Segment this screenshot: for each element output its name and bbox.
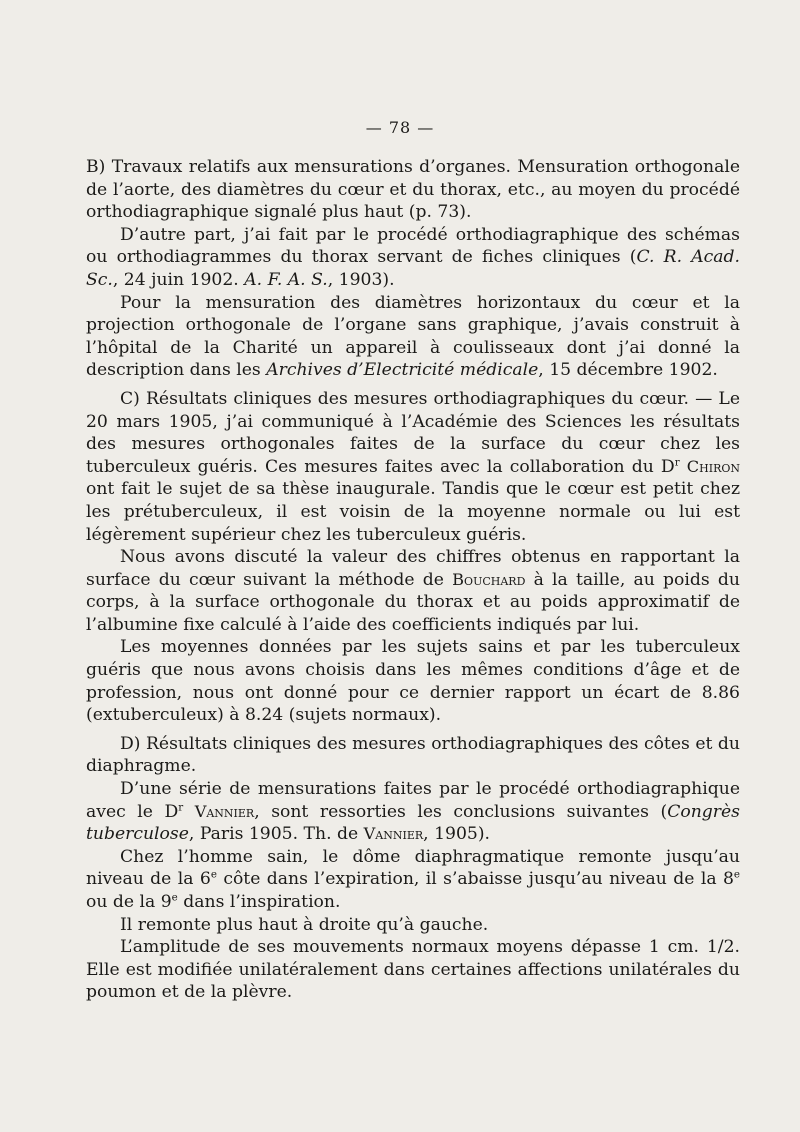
paragraph-appareil-coulisseaux: Pour la mensuration des diamètres horizontaux du cœur et la projection orthogonale de l’organe sans graphique, j’avais construit à l’hôpital de la Charité un appareil à coulisseaux dont j’ai donné la description dans les Archives d’Electricité médicale, 15 décembre 1902. [86, 292, 740, 381]
paragraph-valeur-chiffres: Nous avons discuté la valeur des chiffres obtenus en rapportant la surface du cœur suivant la méthode de Bouchard à la taille, au poids du corps, à la surface orthogonale du thorax et au poids approximatif de l’albumine fixe calculé à l’aide des coefficients indiqués par lui. [86, 547, 740, 635]
paragraph-dome-diaphragmatique: Chez l’homme sain, le dôme diaphragmatique remonte jusqu’au niveau de la 6e côte dans l’expiration, il s’abaisse jusqu’au niveau de la 8e ou de la 9e dans l’inspiration. [86, 846, 741, 912]
paragraph-amplitude: L’amplitude de ses mouvements normaux moyens dépasse 1 cm. 1/2. Elle est modifiée unilatéralement dans certaines affections unilatérales du poumon et de la plèvre. [86, 937, 740, 1003]
body-text [86, 156, 740, 1004]
page-number: — 78 — [365, 118, 435, 137]
paragraph-travaux-mensurations: B) Travaux relatifs aux mensurations d’organes. Mensuration orthogonale de l’aorte, des diamètres du cœur et du thorax, etc., au moyen du procédé orthodiagraphique signalé plus haut (p. 73). [86, 157, 740, 223]
paragraph-serie-mensurations: D’une série de mensurations faites par le procédé orthodiagraphique avec le $D^r$ Vannier, sont ressorties les conclusions suivantes (Congrès tuberculose, Paris 1905. Th. de Vannier, 1905). [86, 779, 740, 845]
paragraph-resultats-diaphragme: D) Résultats cliniques des mesures orthodiagraphiques des côtes et du diaphragme. [86, 733, 740, 777]
paragraph-orthodiagrammes: D’autre part, j’ai fait par le procédé orthodiagraphique des schémas ou orthodiagrammes du thorax servant de fiches cliniques (C. R. Acad. Sc., 24 juin 1902. A. F. A. S., 1903). [86, 224, 740, 290]
paragraph-remonte-droite: Il remonte plus haut à droite qu’à gauche. [120, 914, 489, 935]
paragraph-moyennes: Les moyennes données par les sujets sains et par les tuberculeux guéris que nous avons choisis dans les mêmes conditions d’âge et de profession, nous ont donné pour ce dernier rapport un écart de 8.86 (extuberculeux) à 8.24 (sujets normaux). [86, 637, 740, 726]
paragraph-resultats-coeur: C) Résultats cliniques des mesures orthodiagraphiques du cœur. — Le 20 mars 1905, j’ai communiqué à l’Académie des Sciences les résultats des mesures orthogonales faites de la surface du cœur chez les tuberculeux guéris. Ces mesures faites avec la collaboration du $D^r$ Chiron ont fait le sujet de sa thèse inaugurale. Tandis que le cœur est petit chez les prétuberculeux, il est voisin de la moyenne normale ou lui est légèrement supérieur chez les tuberculeux guéris. [86, 388, 740, 545]
